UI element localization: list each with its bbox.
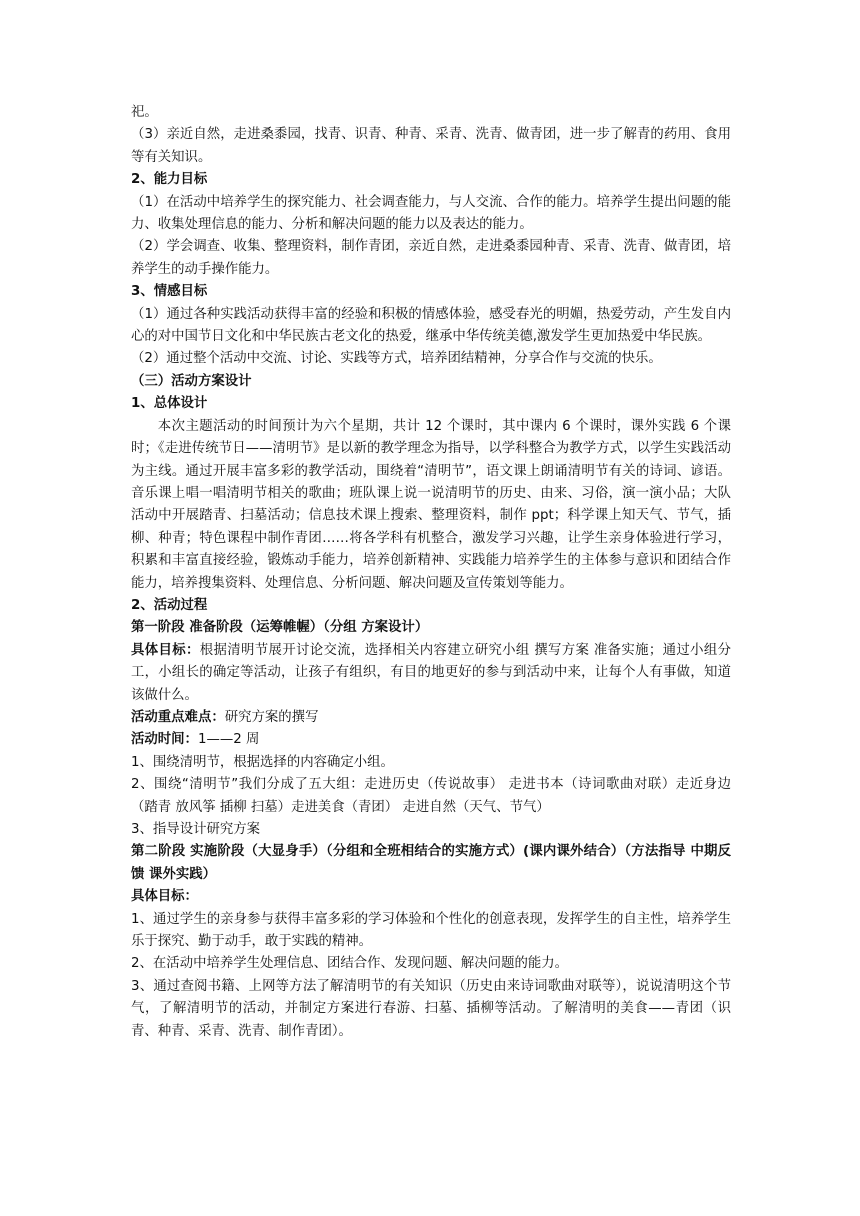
stage-heading: 第一阶段 准备阶段（运筹帷幄）（分组 方案设计）: [131, 620, 429, 636]
stage-heading: 第二阶段 实施阶段（大显身手）（分组和全班相结合的实施方式）(课内课外结合）（方法指导 中期反馈 课外实践）: [131, 844, 731, 882]
paragraph: 祀。: [131, 105, 158, 120]
list-item: 1、围绕清明节，根据选择的内容确定小组。: [131, 754, 394, 770]
list-item: 1、通过学生的亲身参与获得丰富多彩的学习体验和个性化的创意表现，发挥学生的自主性，培养学生乐于探究、勤于动手，敢于实践的精神。: [131, 911, 731, 950]
paragraph: 本次主题活动的时间预计为六个星期，共计 12 个课时，其中课内 6 个课时，课外实践 6 个课时；《走进传统节日——清明节》是以新的教学理念为指导，以学科整合为教学方式，以学生实践活动为主线。通过开展丰富多彩的教学活动，围绕着“清明节”，语文课上朗诵清明节有关的诗词、谚语。音乐课上唱一唱清明节相关的歌曲；班队课上说一说清明节的历史、由来、习俗，演一演小品；大队活动中开展踏青、扫墓活动；信息技术课上搜索、整理资料，制作 ppt；科学课上知天气、节气，插柳、种青；特色课程中制作青团……将各学科有机整合，激发学习兴趣，让学生亲身体验进行学习，积累和丰富直接经验，锻炼动手能力，培养创新精神、实践能力培养学生的主体参与意识和团结合作能力，培养搜集资料、处理信息、分析问题、解决问题及宣传策划等能力。: [131, 418, 731, 591]
field-value: 根据清明节展开讨论交流，选择相关内容建立研究小组 撰写方案 准备实施；通过小组分工，小组长的确定等活动，让孩子有组织，有目的地更好的参与到活动中来，让每个人有事做，知道该做什么。: [131, 642, 732, 703]
list-item: 2、围绕“清明节”我们分成了五大组：走进历史（传说故事） 走进书本（诗词歌曲对联）走近身边（踏青 放风筝 插柳 扫墓）走进美食（青团） 走进自然（天气、节气）: [131, 777, 731, 815]
field-label: 活动重点难点：: [131, 709, 225, 725]
section-heading: （三）活动方案设计: [131, 373, 252, 389]
field-label: 具体目标：: [131, 642, 200, 658]
list-item: 3、指导设计研究方案: [131, 822, 261, 837]
paragraph: （3）亲近自然，走进桑黍园，找青、识青、种青、采青、洗青、做青团，进一步了解青的药用、食用等有关知识。: [131, 127, 731, 165]
document-body: [131, 102, 731, 1043]
paragraph: [131, 729, 731, 751]
paragraph: [131, 640, 731, 707]
section-heading: 2、活动过程: [131, 597, 208, 613]
paragraph: （2）通过整个活动中交流、讨论、实践等方式，培养团结精神，分享合作与交流的快乐。: [131, 351, 662, 367]
paragraph: [131, 707, 731, 729]
section-heading: 1、总体设计: [131, 396, 208, 412]
section-heading: 2、能力目标: [131, 172, 208, 188]
paragraph: （1）通过各种实践活动获得丰富的经验和积极的情感体验，感受春光的明媚，热爱劳动，产生发自内心的对中国节日文化和中华民族古老文化的热爱，继承中华传统美德,激发学生更加热爱中华民族。: [131, 306, 731, 345]
section-heading: 具体目标：: [131, 889, 198, 905]
field-value: 研究方案的撰写: [224, 709, 319, 725]
list-item: 3、通过查阅书籍、上网等方法了解清明节的有关知识（历史由来诗词歌曲对联等），说说清明这个节气，了解清明节的活动，并制定方案进行春游、扫墓、插柳等活动。了解清明的美食——青团（识青、种青、采青、洗青、制作青团）。: [131, 978, 731, 1039]
field-label: 活动时间：: [131, 732, 198, 748]
section-heading: 3、情感目标: [131, 284, 208, 300]
paragraph: （2）学会调查、收集、整理资料，制作青团，亲近自然，走进桑黍园种青、采青、洗青、做青团，培养学生的动手操作能力。: [131, 239, 731, 277]
paragraph: （1）在活动中培养学生的探究能力、社会调查能力，与人交流、合作的能力。培养学生提出问题的能力、收集处理信息的能力、分析和解决问题的能力以及表达的能力。: [131, 194, 731, 233]
list-item: 2、在活动中培养学生处理信息、团结合作、发现问题、解决问题的能力。: [131, 956, 569, 972]
field-value: 1——2 周: [197, 732, 260, 748]
